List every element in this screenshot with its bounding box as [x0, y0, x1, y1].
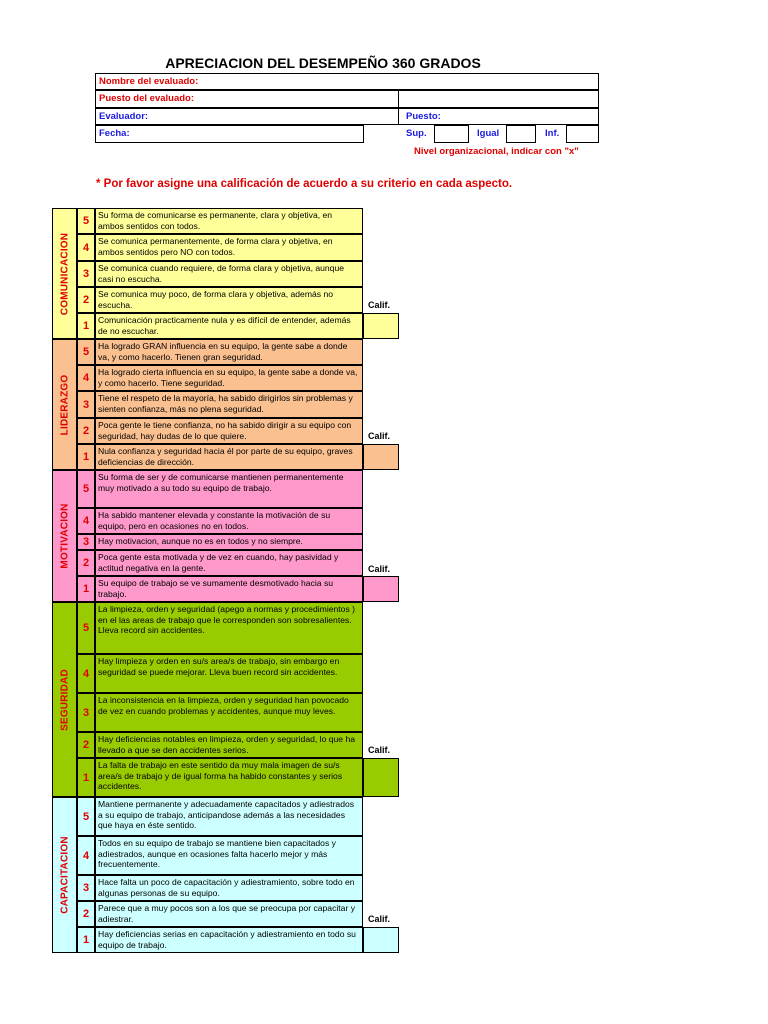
score-2: 2: [77, 732, 95, 758]
puesto-evaluado-label: Puesto del evaluado:: [99, 93, 195, 104]
instruction-text: * Por favor asigne una calificación de acuerdo a su criterio en cada aspecto.: [96, 178, 513, 190]
criterion-text: Hay limpieza y orden en su/s area/s de trabajo, sin embargo en seguridad se puede mejorar. Lleva buen record sin accidentes.: [95, 654, 363, 693]
section-label-comunicacion: COMUNICACION: [52, 208, 77, 339]
criterion-text: Hay deficiencias notables en limpieza, orden y seguridad, lo que ha llevado a que se den accidentes serios.: [95, 732, 363, 758]
calif-input-comunicacion[interactable]: [363, 313, 399, 339]
score-4: 4: [77, 836, 95, 875]
criterion-text: Hay deficiencias serias en capacitación y adiestramiento en todo su equipo de trabajo.: [95, 927, 363, 953]
score-5: 5: [77, 470, 95, 508]
page-title: APRECIACION DEL DESEMPEÑO 360 GRADOS: [165, 55, 481, 71]
section-label-capacitacion: CAPACITACION: [52, 797, 77, 953]
inf-checkbox[interactable]: [566, 125, 599, 143]
criterion-text: Poca gente esta motivada y de vez en cuando, hay pasividad y actitud negativa en la gente.: [95, 550, 363, 576]
criterion-text: Se comunica cuando requiere, de forma clara y objetiva, aunque casi no escucha.: [95, 261, 363, 287]
fecha-field[interactable]: [95, 125, 364, 143]
score-3: 3: [77, 261, 95, 287]
inf-label: Inf.: [545, 128, 560, 139]
fecha-label: Fecha:: [99, 128, 130, 139]
score-4: 4: [77, 508, 95, 534]
score-1: 1: [77, 927, 95, 953]
criterion-text: Parece que a muy pocos son a los que se preocupa por capacitar y adiestrar.: [95, 901, 363, 927]
criterion-text: Ha logrado cierta influencia en su equipo, la gente sabe a donde va, y como hacerlo. Tiene seguridad.: [95, 365, 363, 391]
score-5: 5: [77, 797, 95, 836]
criterion-text: Su forma de comunicarse es permanente, clara y objetiva, en ambos sentidos con todos.: [95, 208, 363, 234]
score-1: 1: [77, 313, 95, 339]
puesto-field[interactable]: [398, 108, 599, 125]
score-4: 4: [77, 654, 95, 693]
criterion-text: Poca gente le tiene confianza, no ha sabido dirigir a su equipo con seguridad, hay dudas de lo que quiere.: [95, 418, 363, 444]
criterion-text: Ha sabido mantener elevada y constante la motivación de su equipo, pero en ocasiones no en todos.: [95, 508, 363, 534]
calif-input-motivacion[interactable]: [363, 576, 399, 602]
score-3: 3: [77, 693, 95, 732]
puesto-evaluado-value[interactable]: [398, 90, 599, 108]
calif-label: Calif.: [368, 745, 391, 755]
criterion-text: Se comunica muy poco, de forma clara y objetiva, además no escucha.: [95, 287, 363, 313]
score-3: 3: [77, 391, 95, 418]
score-3: 3: [77, 875, 95, 901]
calif-label: Calif.: [368, 431, 391, 441]
criterion-text: La falta de trabajo en este sentido da muy mala imagen de su/s area/s de trabajo y de igual forma ha habido constantes y serios accidentes.: [95, 758, 363, 797]
evaluador-field[interactable]: [95, 108, 399, 125]
sup-label: Sup.: [406, 128, 427, 139]
nombre-field[interactable]: [95, 73, 599, 90]
score-4: 4: [77, 365, 95, 391]
criterion-text: Ha logrado GRAN influencia en su equipo, la gente sabe a donde va, y como hacerlo. Tienen gran seguridad.: [95, 339, 363, 365]
criterion-text: Mantiene permanente y adecuadamente capacitados y adiestrados a su equipo de trabajo, anticipandose además a las necesidades que haya en éste sentido.: [95, 797, 363, 836]
igual-label: Igual: [477, 128, 500, 139]
evaluador-label: Evaluador:: [99, 111, 149, 122]
calif-label: Calif.: [368, 564, 391, 574]
section-label-motivacion: MOTIVACION: [52, 470, 77, 602]
calif-input-seguridad[interactable]: [363, 758, 399, 797]
nivel-note: Nivel organizacional, indicar con "x": [414, 146, 579, 157]
score-2: 2: [77, 550, 95, 576]
calif-input-capacitacion[interactable]: [363, 927, 399, 953]
puesto-label: Puesto:: [406, 111, 441, 122]
score-5: 5: [77, 602, 95, 654]
puesto-evaluado-field[interactable]: [95, 90, 399, 108]
criterion-text: Se comunica permanentemente, de forma clara y objetiva, en ambos sentidos pero NO con todos.: [95, 234, 363, 261]
criterion-text: Su equipo de trabajo se ve sumamente desmotivado hacia su trabajo.: [95, 576, 363, 602]
criterion-text: La inconsistencia en la limpieza, orden y seguridad han povocado de vez en cuando problemas y accidentes, aunque muy leves.: [95, 693, 363, 732]
score-2: 2: [77, 287, 95, 313]
score-2: 2: [77, 418, 95, 444]
score-5: 5: [77, 208, 95, 234]
score-2: 2: [77, 901, 95, 927]
score-3: 3: [77, 534, 95, 550]
criterion-text: Todos en su equipo de trabajo se mantiene bien capacitados y adiestrados, aunque en ocasiones falta hacerlo mejor y más frecuentemente.: [95, 836, 363, 875]
section-label-liderazgo: LIDERAZGO: [52, 339, 77, 470]
calif-label: Calif.: [368, 300, 391, 310]
criterion-text: Nula confianza y seguridad hacia él por parte de su equipo, graves deficiencias de dirección.: [95, 444, 363, 470]
criterion-text: Tiene el respeto de la mayoría, ha sabido dirigirlos sin problemas y sienten confianza, más no plena seguridad.: [95, 391, 363, 418]
criterion-text: Hay motivacion, aunque no es en todos y no siempre.: [95, 534, 363, 550]
score-1: 1: [77, 758, 95, 797]
score-4: 4: [77, 234, 95, 261]
calif-input-liderazgo[interactable]: [363, 444, 399, 470]
criterion-text: Comunicación practicamente nula y es difícil de entender, además de no escuchar.: [95, 313, 363, 339]
score-1: 1: [77, 444, 95, 470]
section-label-seguridad: SEGURIDAD: [52, 602, 77, 797]
criterion-text: Su forma de ser y de comunicarse mantienen permanentemente muy motivado a su todo su equipo de trabajo.: [95, 470, 363, 508]
score-1: 1: [77, 576, 95, 602]
score-5: 5: [77, 339, 95, 365]
igual-checkbox[interactable]: [506, 125, 536, 143]
nombre-label: Nombre del evaluado:: [99, 76, 199, 87]
criterion-text: La limpieza, orden y seguridad (apego a normas y procedimientos ) en el las areas de trabajo que le corresponden son sobresalientes. Lleva record sin accidentes.: [95, 602, 363, 654]
sup-checkbox[interactable]: [434, 125, 469, 143]
calif-label: Calif.: [368, 914, 391, 924]
criterion-text: Hace falta un poco de capacitación y adiestramiento, sobre todo en algunas personas de su equipo.: [95, 875, 363, 901]
